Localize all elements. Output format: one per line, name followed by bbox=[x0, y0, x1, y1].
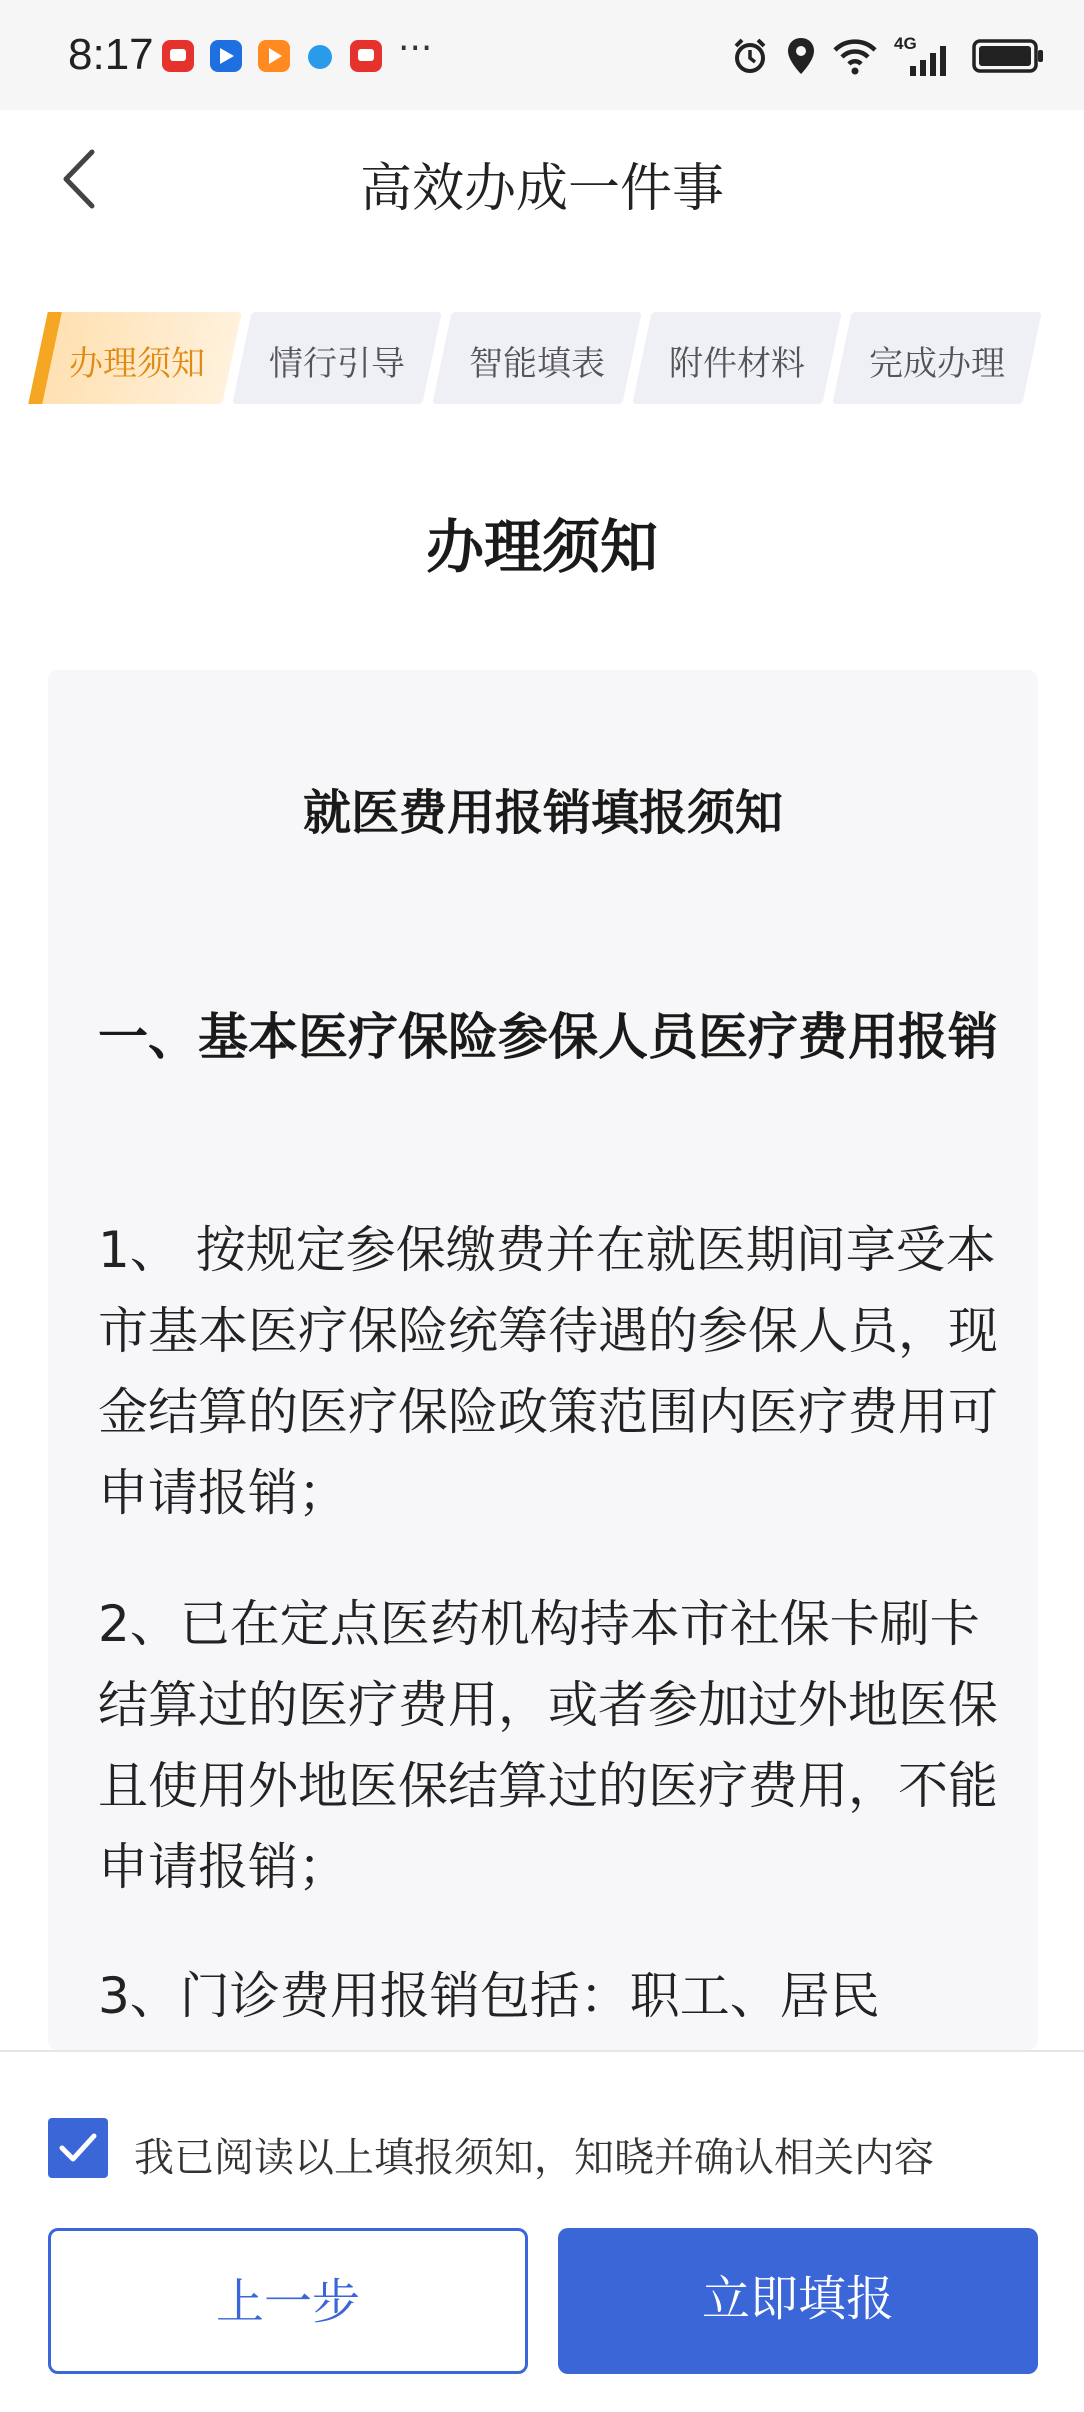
status-bar bbox=[0, 0, 1084, 110]
step-tab-label: 完成办理 bbox=[869, 344, 1005, 384]
notification-app-icon bbox=[162, 40, 194, 72]
notice-heading: 就医费用报销填报须知 bbox=[302, 785, 783, 841]
signal-icon bbox=[894, 36, 956, 76]
network-type-label: 4G bbox=[894, 34, 917, 53]
page-title: 高效办成一件事 bbox=[359, 159, 724, 219]
section-title: 办理须知 bbox=[425, 513, 658, 581]
step-tab-attachments[interactable] bbox=[642, 312, 832, 404]
alarm-icon bbox=[730, 36, 770, 76]
notice-paragraph: 2、已在定点医药机构持本市社保卡刷卡结算过的医疗费用，或者参加过外地医保且使用外地医保结算过的医疗费用，不能申请报销； bbox=[98, 1595, 998, 1896]
notification-app-icon bbox=[350, 40, 382, 72]
notice-content-card[interactable] bbox=[48, 670, 1038, 2050]
checkmark-icon bbox=[58, 2130, 98, 2166]
notification-app-icon bbox=[210, 40, 242, 72]
more-notifications-icon: ··· bbox=[398, 28, 433, 69]
bottom-action-panel bbox=[0, 2050, 1084, 2412]
step-tab-notice[interactable] bbox=[42, 312, 232, 404]
notification-app-icon bbox=[258, 40, 290, 72]
step-tab-label: 附件材料 bbox=[669, 344, 805, 384]
step-tab-label: 情行引导 bbox=[269, 344, 405, 384]
step-tabs bbox=[42, 312, 1042, 404]
step-tab-complete[interactable] bbox=[842, 312, 1032, 404]
previous-step-button[interactable]: 上一步 bbox=[48, 2228, 528, 2374]
status-icons bbox=[730, 34, 1044, 78]
step-tab-guide[interactable] bbox=[242, 312, 432, 404]
notice-paragraph: 1、 按规定参保缴费并在就医期间享受本市基本医疗保险统筹待遇的参保人员，现金结算的医疗保险政策范围内医疗费用可申请报销； bbox=[98, 1221, 998, 1522]
battery-icon bbox=[972, 38, 1044, 74]
wifi-icon bbox=[832, 36, 878, 76]
notification-app-icon bbox=[308, 45, 332, 69]
agreement-checkbox[interactable] bbox=[48, 2118, 108, 2178]
step-tab-label: 办理须知 bbox=[69, 344, 205, 384]
step-tab-label: 智能填表 bbox=[469, 344, 605, 384]
step-tab-form[interactable] bbox=[442, 312, 632, 404]
app-header bbox=[0, 110, 1084, 250]
status-time: 8:17 bbox=[68, 30, 154, 79]
location-icon bbox=[786, 36, 816, 76]
fill-now-button[interactable]: 立即填报 bbox=[558, 2228, 1038, 2374]
notice-subheading: 一、基本医疗保险参保人员医疗费用报销 bbox=[98, 1008, 998, 1066]
agreement-row[interactable] bbox=[48, 2118, 1048, 2182]
notice-paragraph: 3、门诊费用报销包括：职工、居民 bbox=[98, 1967, 880, 2025]
agreement-text: 我已阅读以上填报须知，知晓并确认相关内容 bbox=[134, 2135, 934, 2181]
